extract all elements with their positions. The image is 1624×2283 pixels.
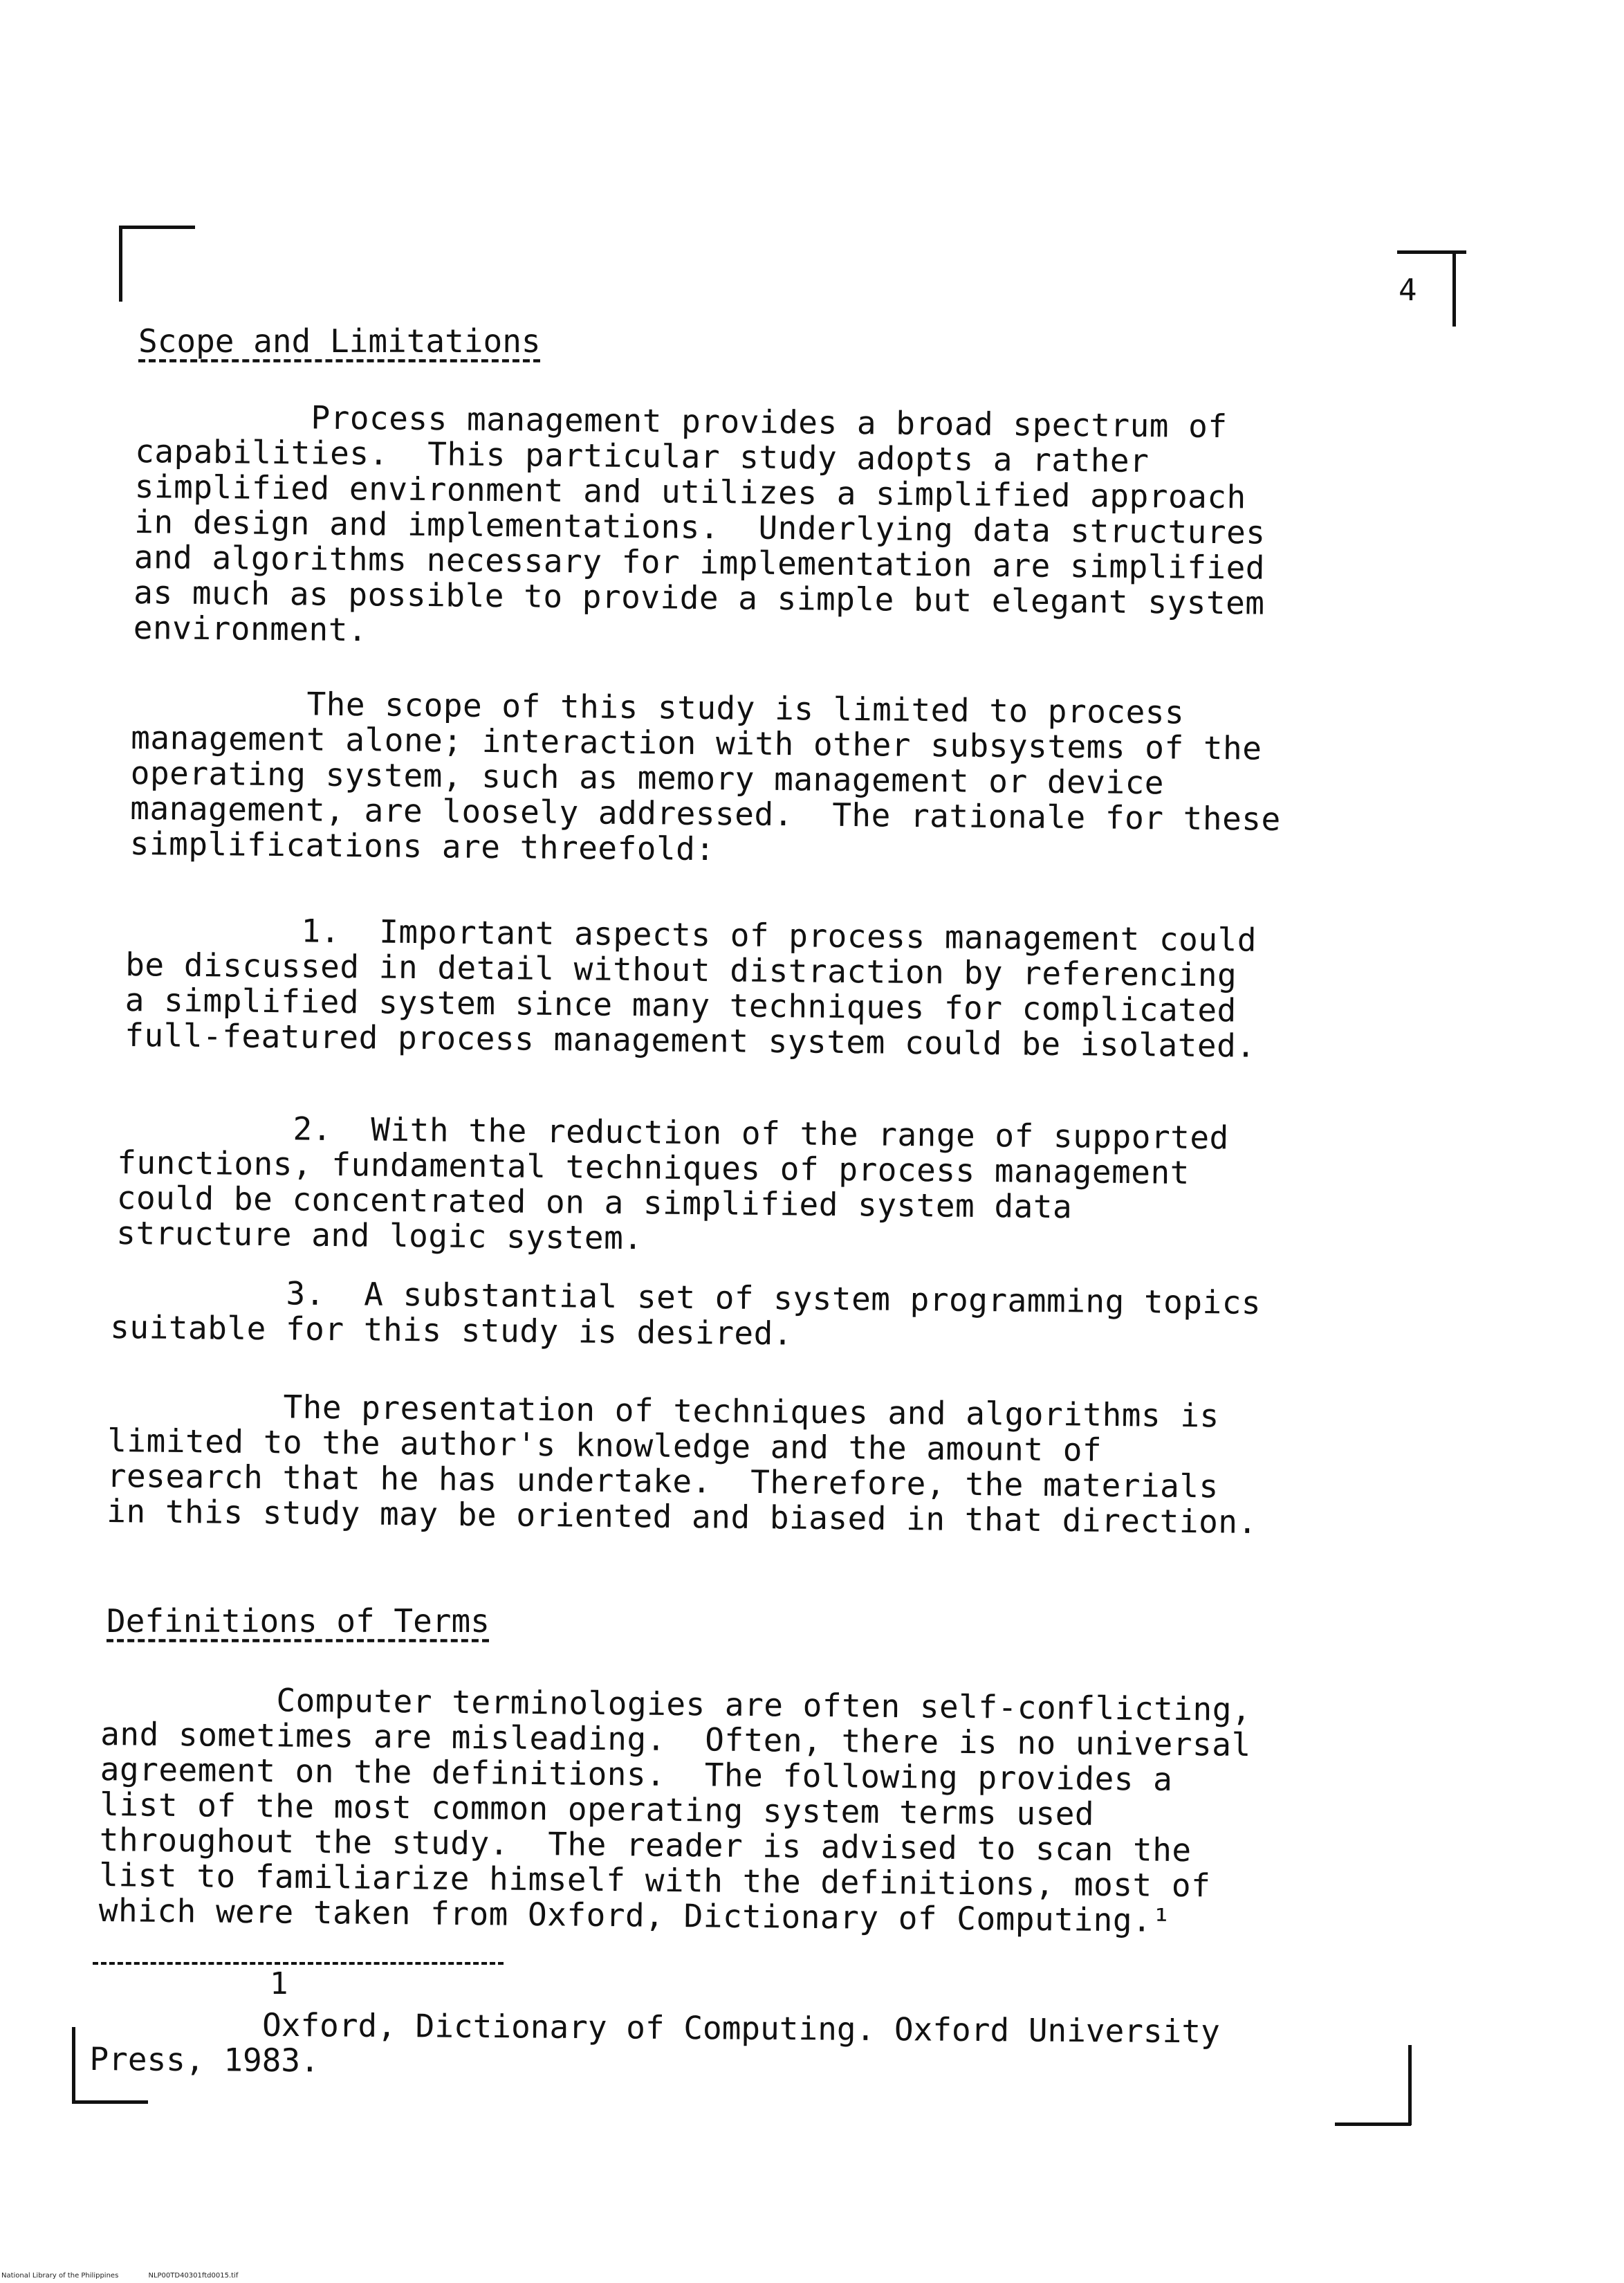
crop-mark-top-right-vertical [1452,250,1456,327]
crop-mark-bottom-right [1335,2122,1411,2126]
list-item-2: 2. With the reduction of the range of supported functions, fundamental techniques of process management could be concentrated on a simplified system data structure and logic system. [116,1108,1230,1257]
list-item-1: 1. Important aspects of process management could be discussed in detail without distraction by referencing a simplified system since many techniques for complicated full-featured process management system could be isolated. [124,910,1257,1065]
footer-file: NLP00TD40301ftd0015.tif [148,2272,239,2280]
paragraph-definitions-intro: Computer terminologies are often self-conflicting, and sometimes are misleading. Often, there is no universal agreement on the definitions. The following provides a list of the most common operating system terms used throughout the study. The reader is advised to scan the list to familiarize himself with the definitions, most of which were taken from Oxford, Dictionary of Computing.¹ [98,1680,1252,1939]
footnote-number: 1 [270,1966,288,2001]
footnote-text: Oxford, Dictionary of Computing. Oxford University Press, 1983. [89,2005,1220,2080]
paragraph-scope-presentation: The presentation of techniques and algorithms is limited to the author's knowledge and the amount of research that he has undertake. Therefore, the materials in this study may be oriented and biased in that direction. [107,1386,1257,1541]
footnote-divider [93,1962,504,1965]
crop-mark-bottom-right-vertical [1408,2045,1412,2125]
crop-mark-top-right [1397,250,1466,254]
scan-footer [1,2272,266,2280]
crop-mark-bottom-left-vertical [72,2027,75,2103]
section-heading-scope: Scope and Limitations [138,322,541,360]
page-number: 4 [1399,273,1417,308]
paragraph-scope-intro: Process management provides a broad spectrum of capabilities. This particular study adopts a rather simplified environment and utilizes a simplified approach in design and implementations. Underlying data structures and algorithms necessary for implementation are simplified as much as possible to provide a simple but elegant system environment. [133,397,1266,649]
crop-mark-top-left [119,226,195,229]
crop-mark-bottom-left [72,2100,148,2104]
section-heading-definitions: Definitions of Terms [107,1602,490,1640]
paragraph-scope-limits: The scope of this study is limited to process management alone; interaction with other subsystems of the operating system, such as memory management or device management, are loosely addressed. The rationale for these simplifications are threefold: [129,684,1281,868]
list-item-3: 3. A substantial set of system programming topics suitable for this study is desired. [110,1273,1262,1353]
footer-library: National Library of the Philippines [1,2272,119,2280]
crop-mark-top-left-vertical [119,226,122,302]
